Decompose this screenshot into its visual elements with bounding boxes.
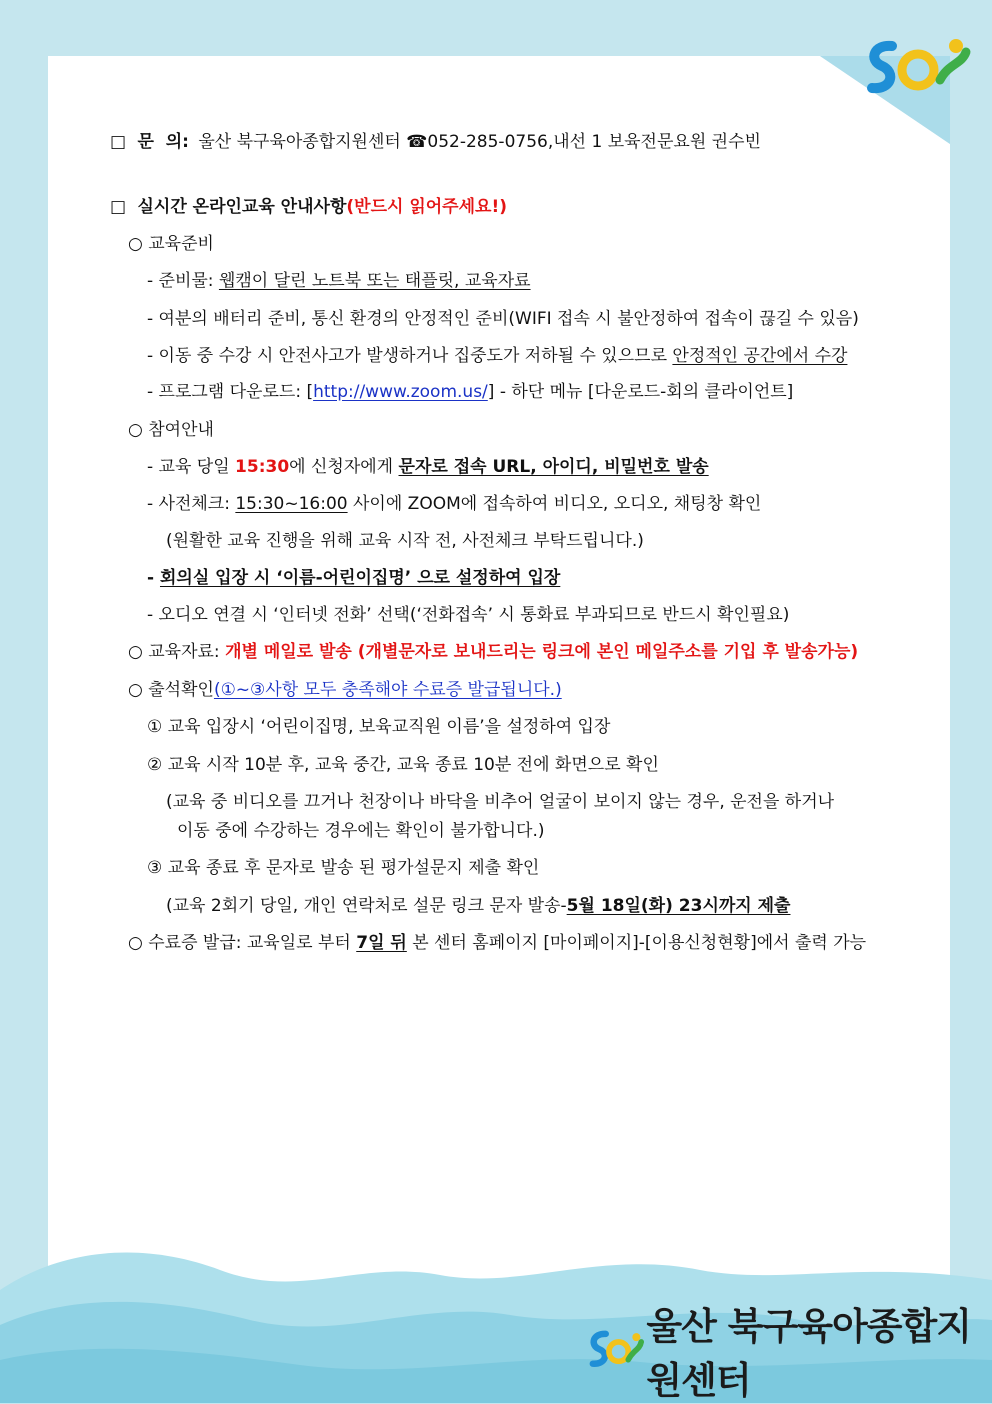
attendance-item-1: ① 교육 입장시 ‘어린이집명, 보육교직원 이름’을 설정하여 입장 (147, 717, 611, 737)
prep-item-battery: - 여분의 배터리 준비, 통신 환경의 안정적인 준비(WIFI 접속 시 불안정하여 접속이 끊길 수 있음) (147, 309, 859, 329)
participation-precheck-note: (원활한 교육 진행을 위해 교육 시작 전, 사전체크 부탁드립니다.) (166, 531, 644, 551)
zoom-download-link[interactable]: http://www.zoom.us/ (313, 382, 488, 402)
section-title: 실시간 온라인교육 안내사항 (137, 197, 347, 217)
attendance-heading (128, 679, 562, 701)
prep-item-download (147, 381, 793, 403)
participation-line-audio: - 오디오 연결 시 ‘인터넷 전화’ 선택(‘전화접속’ 시 통화료 부과되므로 반드시 확인필요) (147, 605, 790, 625)
participation-line-precheck (147, 493, 761, 515)
prep-item-safety (147, 345, 847, 367)
certificate-days: 7일 뒤 (356, 933, 407, 953)
prep-item-lead: - 프로그램 다운로드: [ (147, 382, 314, 402)
text-segment: - (147, 568, 160, 588)
materials-line (128, 641, 858, 663)
attendance-item-3-note (166, 895, 790, 917)
attendance-item-2-note-1: (교육 중 비디오를 끄거나 천장이나 바닥을 비추어 얼굴이 보이지 않는 경우, 운전을 하거나 (166, 792, 835, 812)
prep-item-supplies (147, 270, 531, 292)
sms-content: 문자로 접속 URL, 아이디, 비밀번호 발송 (398, 457, 709, 477)
section-title-emphasis: (반드시 읽어주세요!) (346, 197, 507, 217)
inquiry-line (110, 131, 761, 153)
inquiry-bullet: □ (110, 132, 127, 152)
inquiry-label: 문 의: (137, 132, 189, 152)
prep-item-lead: - 이동 중 수강 시 안전사고가 발생하거나 집중도가 저하될 수 있으므로 (147, 346, 673, 366)
attendance-item-2: ② 교육 시작 10분 후, 교육 중간, 교육 종료 10분 전에 화면으로 확인 (147, 755, 659, 775)
center-logo-icon (862, 34, 974, 104)
footer-org-name: 울산 북구육아종합지원센터 (646, 1305, 971, 1402)
footer-logo-icon (588, 1322, 644, 1378)
text-segment: (교육 2회기 당일, 개인 연락처로 설문 링크 문자 발송- (166, 896, 567, 916)
attendance-item-3: ③ 교육 종료 후 문자로 발송 된 평가설문지 제출 확인 (147, 858, 540, 878)
text-segment: - 교육 당일 (147, 457, 236, 477)
text-segment: 본 센터 홈페이지 [마이페이지]-[이용신청현황]에서 출력 가능 (406, 933, 867, 953)
room-name-rule: 회의실 입장 시 ‘이름-어린이집명’ 으로 설정하여 입장 (159, 568, 561, 588)
section-heading (110, 196, 507, 218)
participation-line-room-name (147, 567, 560, 589)
prep-item-lead: - 준비물: (147, 271, 219, 291)
section-bullet: □ (110, 197, 127, 217)
text-segment: ○ 교육자료: (128, 642, 226, 662)
text-segment: ○ 출석확인 (128, 680, 214, 700)
attendance-item-2-note-2: 이동 중에 수강하는 경우에는 확인이 불가합니다.) (177, 821, 545, 841)
prep-heading: ○ 교육준비 (128, 234, 214, 254)
text-segment: 에 신청자에게 (289, 457, 399, 477)
attendance-condition: (①~③사항 모두 충족해야 수료증 발급됩니다.) (213, 680, 562, 700)
prep-item-text: 안정적인 공간에서 수강 (672, 346, 848, 366)
materials-emphasis: 개별 메일로 발송 (개별문자로 보내드리는 링크에 본인 메일주소를 기입 후 발송가능) (225, 642, 859, 662)
text-segment: - 사전체크: (147, 494, 236, 514)
survey-deadline: 5월 18일(화) 23시까지 제출 (566, 896, 791, 916)
prep-item-text: 웹캠이 달린 노트북 또는 태플릿, 교육자료 (218, 271, 531, 291)
text-segment: ○ 수료증 발급: 교육일로 부터 (128, 933, 357, 953)
precheck-time: 15:30~16:00 (235, 494, 348, 514)
prep-item-tail: ] - 하단 메뉴 [다운로드-회의 클라이언트] (487, 382, 794, 402)
sms-time: 15:30 (235, 457, 290, 477)
participation-heading: ○ 참여안내 (128, 420, 214, 440)
participation-line-sms (147, 456, 709, 478)
certificate-line (128, 932, 866, 954)
footer-brand (588, 1305, 992, 1402)
text-segment: 사이에 ZOOM에 접속하여 비디오, 오디오, 채팅창 확인 (347, 494, 762, 514)
inquiry-text: 울산 북구육아종합지원센터 ☎052-285-0756,내선 1 보육전문요원 권수빈 (198, 132, 761, 152)
